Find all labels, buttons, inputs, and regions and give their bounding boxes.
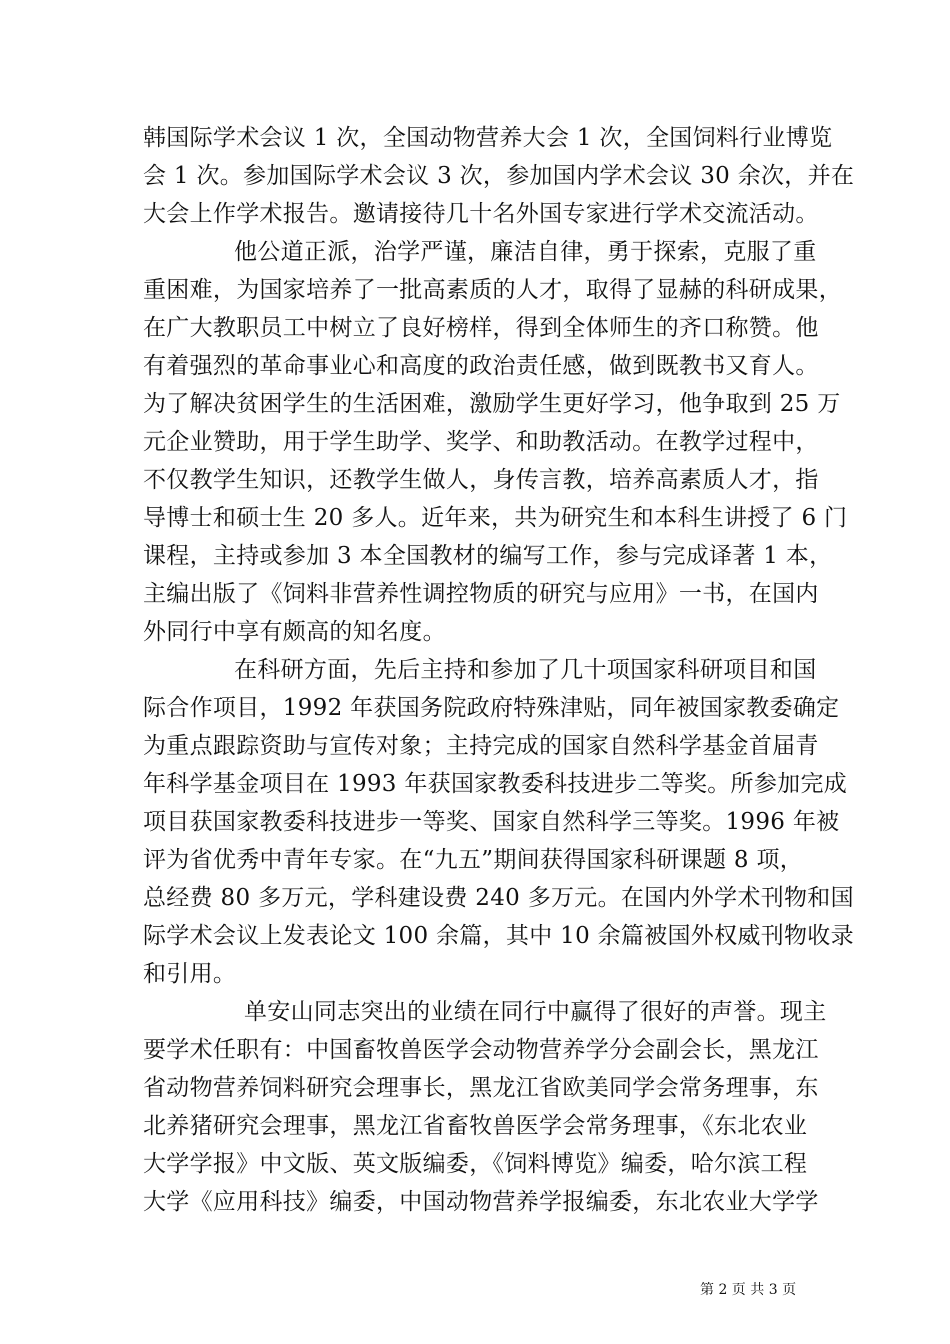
text-line-5: 重困难，为国家培养了一批高素质的人才，取得了显赫的科研成果，: [143, 277, 842, 303]
text-line-29: 大学《应用科技》编委，中国动物营养学报编委，东北农业大学学: [143, 1189, 819, 1215]
text-line-22: 际学术会议上发表论文 100 余篇，其中 10 余篇被国外权威刊物收录: [143, 923, 854, 949]
text-line-1: 韩国际学术会议 1 次，全国动物营养大会 1 次，全国饲料行业博览: [143, 125, 833, 151]
paragraph-start-line-24: 单安山同志突出的业绩在同行中赢得了很好的声誉。现主: [244, 999, 827, 1025]
text-line-10: 不仅教学生知识，还教学生做人，身传言教，培养高素质人才，指: [143, 467, 819, 493]
text-line-14: 外同行中享有颇高的知名度。: [143, 619, 446, 645]
text-line-28: 大学学报》中文版、英文版编委，《饲料博览》编委，哈尔滨工程: [143, 1151, 808, 1177]
text-line-2: 会 1 次。参加国际学术会议 3 次，参加国内学术会议 30 余次，并在: [143, 163, 855, 189]
text-line-6: 在广大教职员工中树立了良好榜样，得到全体师生的齐口称赞。他: [143, 315, 819, 341]
text-line-7: 有着强烈的革命事业心和高度的政治责任感，做到既教书又育人。: [143, 353, 819, 379]
text-line-12: 课程，主持或参加 3 本全国教材的编写工作，参与完成译著 1 本，: [143, 543, 833, 569]
text-line-3: 大会上作学术报告。邀请接待几十名外国专家进行学术交流活动。: [143, 201, 819, 227]
text-line-23: 和引用。: [143, 961, 237, 987]
text-line-26: 省动物营养饲料研究会理事长，黑龙江省欧美同学会常务理事，东: [143, 1075, 819, 1101]
paragraph-start-line-4: 他公道正派，治学严谨，廉洁自律，勇于探索，克服了重: [234, 239, 817, 265]
page-number: 第 2 页 共 3 页: [700, 1282, 797, 1298]
text-line-21: 总经费 80 多万元，学科建设费 240 多万元。在国内外学术刊物和国: [143, 885, 854, 911]
text-line-17: 为重点跟踪资助与宣传对象；主持完成的国家自然科学基金首届青: [143, 733, 819, 759]
text-line-13: 主编出版了《饲料非营养性调控物质的研究与应用》一书，在国内: [143, 581, 819, 607]
text-line-16: 际合作项目，1992 年获国务院政府特殊津贴，同年被国家教委确定: [143, 695, 840, 721]
text-line-25: 要学术任职有：中国畜牧兽医学会动物营养学分会副会长，黑龙江: [143, 1037, 819, 1063]
text-line-27: 北养猪研究会理事，黑龙江省畜牧兽医学会常务理事，《东北农业: [143, 1113, 808, 1139]
paragraph-start-line-15: 在科研方面，先后主持和参加了几十项国家科研项目和国: [234, 657, 817, 683]
text-line-11: 导博士和硕士生 20 多人。近年来，共为研究生和本科生讲授了 6 门: [143, 505, 848, 531]
text-line-8: 为了解决贫困学生的生活困难，激励学生更好学习，他争取到 25 万: [143, 391, 841, 417]
text-line-9: 元企业赞助，用于学生助学、奖学、和助教活动。在教学过程中，: [143, 429, 819, 455]
text-line-19: 项目获国家教委科技进步一等奖、国家自然科学三等奖。1996 年被: [143, 809, 840, 835]
text-line-20: 评为省优秀中青年专家。在“九五”期间获得国家科研课题 8 项，: [143, 847, 804, 873]
text-line-18: 年科学基金项目在 1993 年获国家教委科技进步二等奖。所参加完成: [143, 771, 848, 797]
